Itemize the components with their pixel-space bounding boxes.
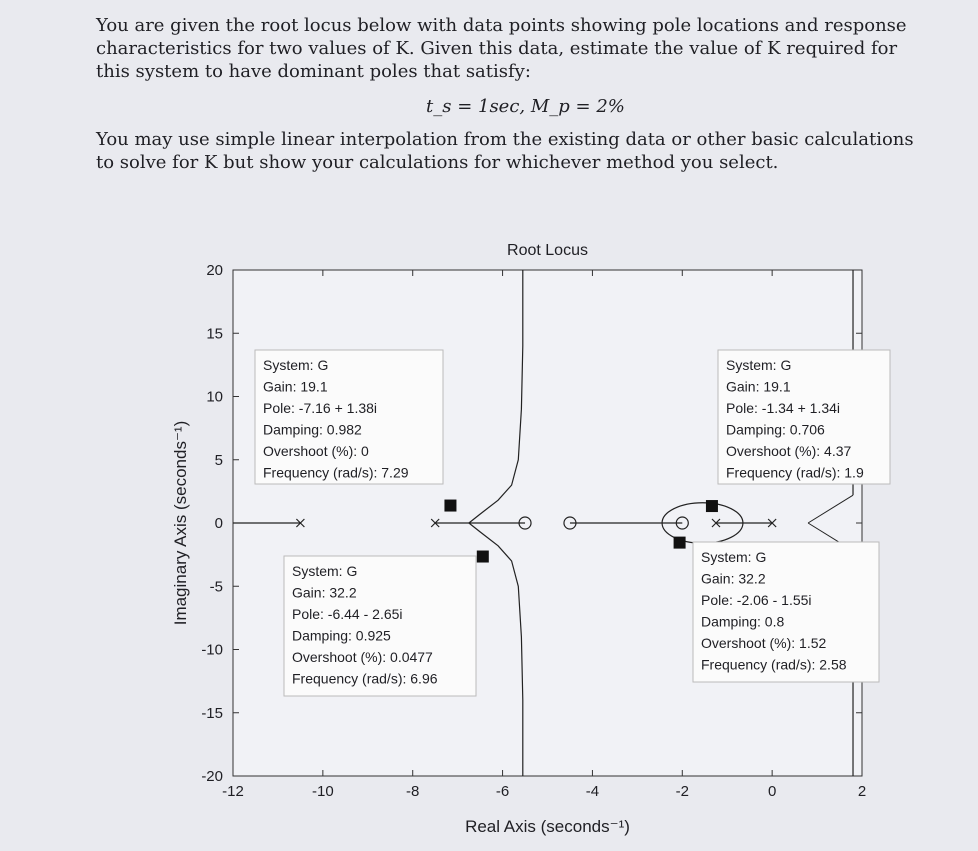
chart-title: Root Locus: [507, 242, 588, 259]
data-tip-line: Frequency (rad/s): 1.9: [726, 464, 864, 481]
selected-pole-marker: [444, 500, 456, 512]
x-tick-label: -8: [406, 783, 420, 800]
problem-paragraph-1: You are given the root locus below with data points showing pole locations and response characteristics for two values of K. Given this data, estimate the value of K required for this system to have dominant poles that satisfy:: [96, 15, 907, 82]
data-tip-line: Damping: 0.925: [292, 627, 391, 644]
data-tip-line: Overshoot (%): 0.0477: [292, 649, 433, 665]
data-tip-line: Pole: -6.44 - 2.65i: [292, 606, 403, 622]
data-tip-line: Damping: 0.8: [701, 613, 785, 630]
y-tick-label: 15: [206, 325, 223, 343]
y-tick-label: 10: [206, 388, 223, 406]
y-tick-label: -20: [201, 768, 223, 785]
data-tip-line: Overshoot (%): 1.52: [701, 635, 827, 651]
data-tip-line: Gain: 19.1: [726, 378, 791, 395]
x-axis-label: Real Axis (seconds⁻¹): [465, 817, 630, 836]
data-tip-line: Frequency (rad/s): 7.29: [263, 464, 409, 481]
data-tip-line: System: G: [263, 357, 329, 373]
problem-paragraph-2: You may use simple linear interpolation from the existing data or other basic calculations to solve for K but show your calculations for whichever method you select.: [96, 129, 914, 173]
spec-formula: t_s = 1sec, M_p = 2%: [426, 96, 625, 117]
data-tip-line: Pole: -1.34 + 1.34i: [726, 400, 841, 416]
data-tip-line: Overshoot (%): 4.37: [726, 443, 852, 459]
data-tip-line: Gain: 19.1: [263, 378, 328, 395]
selected-pole-marker: [477, 551, 489, 563]
y-tick-label: -10: [201, 641, 223, 659]
data-tip-line: Pole: -7.16 + 1.38i: [263, 400, 378, 416]
selected-pole-marker: [706, 500, 718, 512]
x-tick-label: -10: [312, 783, 334, 800]
y-tick-label: 0: [214, 515, 223, 532]
data-tip-line: Frequency (rad/s): 2.58: [701, 656, 847, 673]
x-tick-label: 2: [857, 783, 867, 800]
data-tip-line: System: G: [292, 563, 358, 579]
x-tick-label: -6: [495, 783, 510, 800]
x-tick-label: -4: [585, 783, 600, 800]
y-tick-label: 5: [214, 451, 223, 469]
data-tip-line: Gain: 32.2: [701, 570, 766, 587]
x-tick-label: -2: [675, 783, 689, 800]
data-tip-line: System: G: [701, 549, 767, 565]
data-tip-line: System: G: [726, 357, 792, 373]
y-tick-label: -15: [201, 704, 223, 722]
y-axis-label: Imaginary Axis (seconds⁻¹): [171, 420, 190, 626]
x-tick-label: 0: [767, 783, 777, 800]
data-tip-line: Gain: 32.2: [292, 584, 357, 601]
y-tick-label: 20: [206, 262, 223, 279]
data-tip-line: Frequency (rad/s): 6.96: [292, 670, 438, 687]
data-tip-line: Damping: 0.982: [263, 421, 362, 438]
x-tick-label: -12: [222, 783, 244, 800]
y-tick-label: -5: [209, 578, 223, 596]
data-tip-line: Damping: 0.706: [726, 421, 825, 438]
data-tip-line: Pole: -2.06 - 1.55i: [701, 592, 812, 608]
selected-pole-marker: [674, 537, 686, 549]
data-tip-line: Overshoot (%): 0: [263, 443, 369, 459]
